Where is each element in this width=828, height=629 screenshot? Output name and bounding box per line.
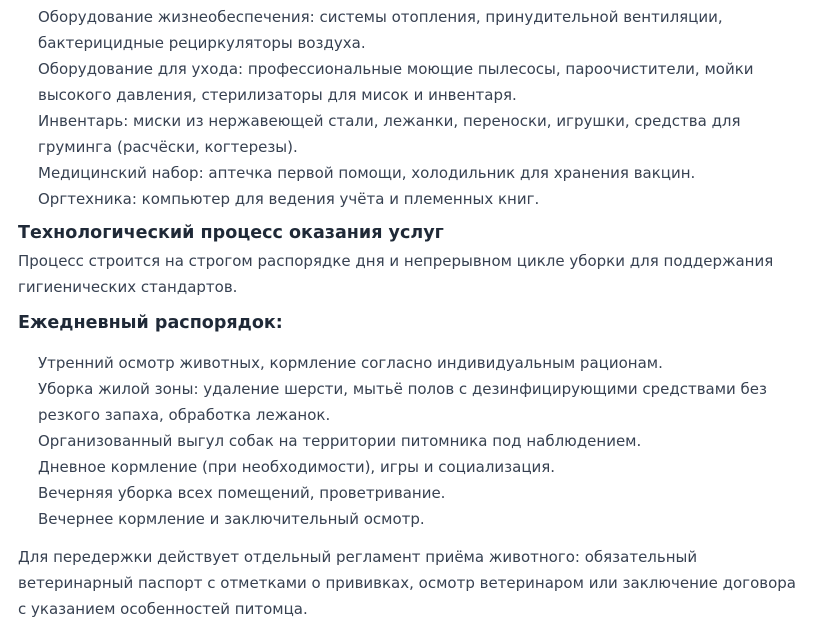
closing-paragraph: Для передержки действует отдельный регламент приёма животного: обязательный ветеринарный паспорт с отметками о прививках, осмотр ветеринаром или заключение договора с указанием особенностей питомца.	[18, 548, 796, 618]
list-item: Уборка жилой зоны: удаление шерсти, мытьё полов с дезинфицирующими средствами без резкого запаха, обработка лежанок.	[38, 380, 768, 424]
schedule-heading: Ежедневный распорядок:	[18, 313, 283, 333]
list-item: Оргтехника: компьютер для ведения учёта и племенных книг.	[38, 190, 540, 208]
list-item: Организованный выгул собак на территории питомника под наблюдением.	[38, 432, 642, 450]
process-intro: Процесс строится на строгом распорядке дня и непрерывном цикле уборки для поддержания гигиенических стандартов.	[18, 252, 774, 296]
list-item: Вечерняя уборка всех помещений, проветривание.	[38, 484, 446, 502]
list-item: Оборудование жизнеобеспечения: системы отопления, принудительной вентиляции, бактерицидные рециркуляторы воздуха.	[38, 8, 723, 52]
list-item: Утренний осмотр животных, кормление согласно индивидуальным рационам.	[38, 354, 663, 372]
equipment-list	[18, 4, 808, 212]
list-item: Вечернее кормление и заключительный осмотр.	[38, 510, 425, 528]
process-heading: Технологический процесс оказания услуг	[18, 223, 444, 243]
list-item: Инвентарь: миски из нержавеющей стали, лежанки, переноски, игрушки, средства для груминга (расчёски, когтерезы).	[38, 112, 741, 156]
list-item: Оборудование для ухода: профессиональные моющие пылесосы, пароочистители, мойки высокого давления, стерилизаторы для мисок и инвентаря.	[38, 60, 754, 104]
document-body	[18, 4, 808, 622]
list-item: Дневное кормление (при необходимости), игры и социализация.	[38, 458, 556, 476]
list-item: Медицинский набор: аптечка первой помощи, холодильник для хранения вакцин.	[38, 164, 696, 182]
schedule-list	[18, 350, 808, 532]
